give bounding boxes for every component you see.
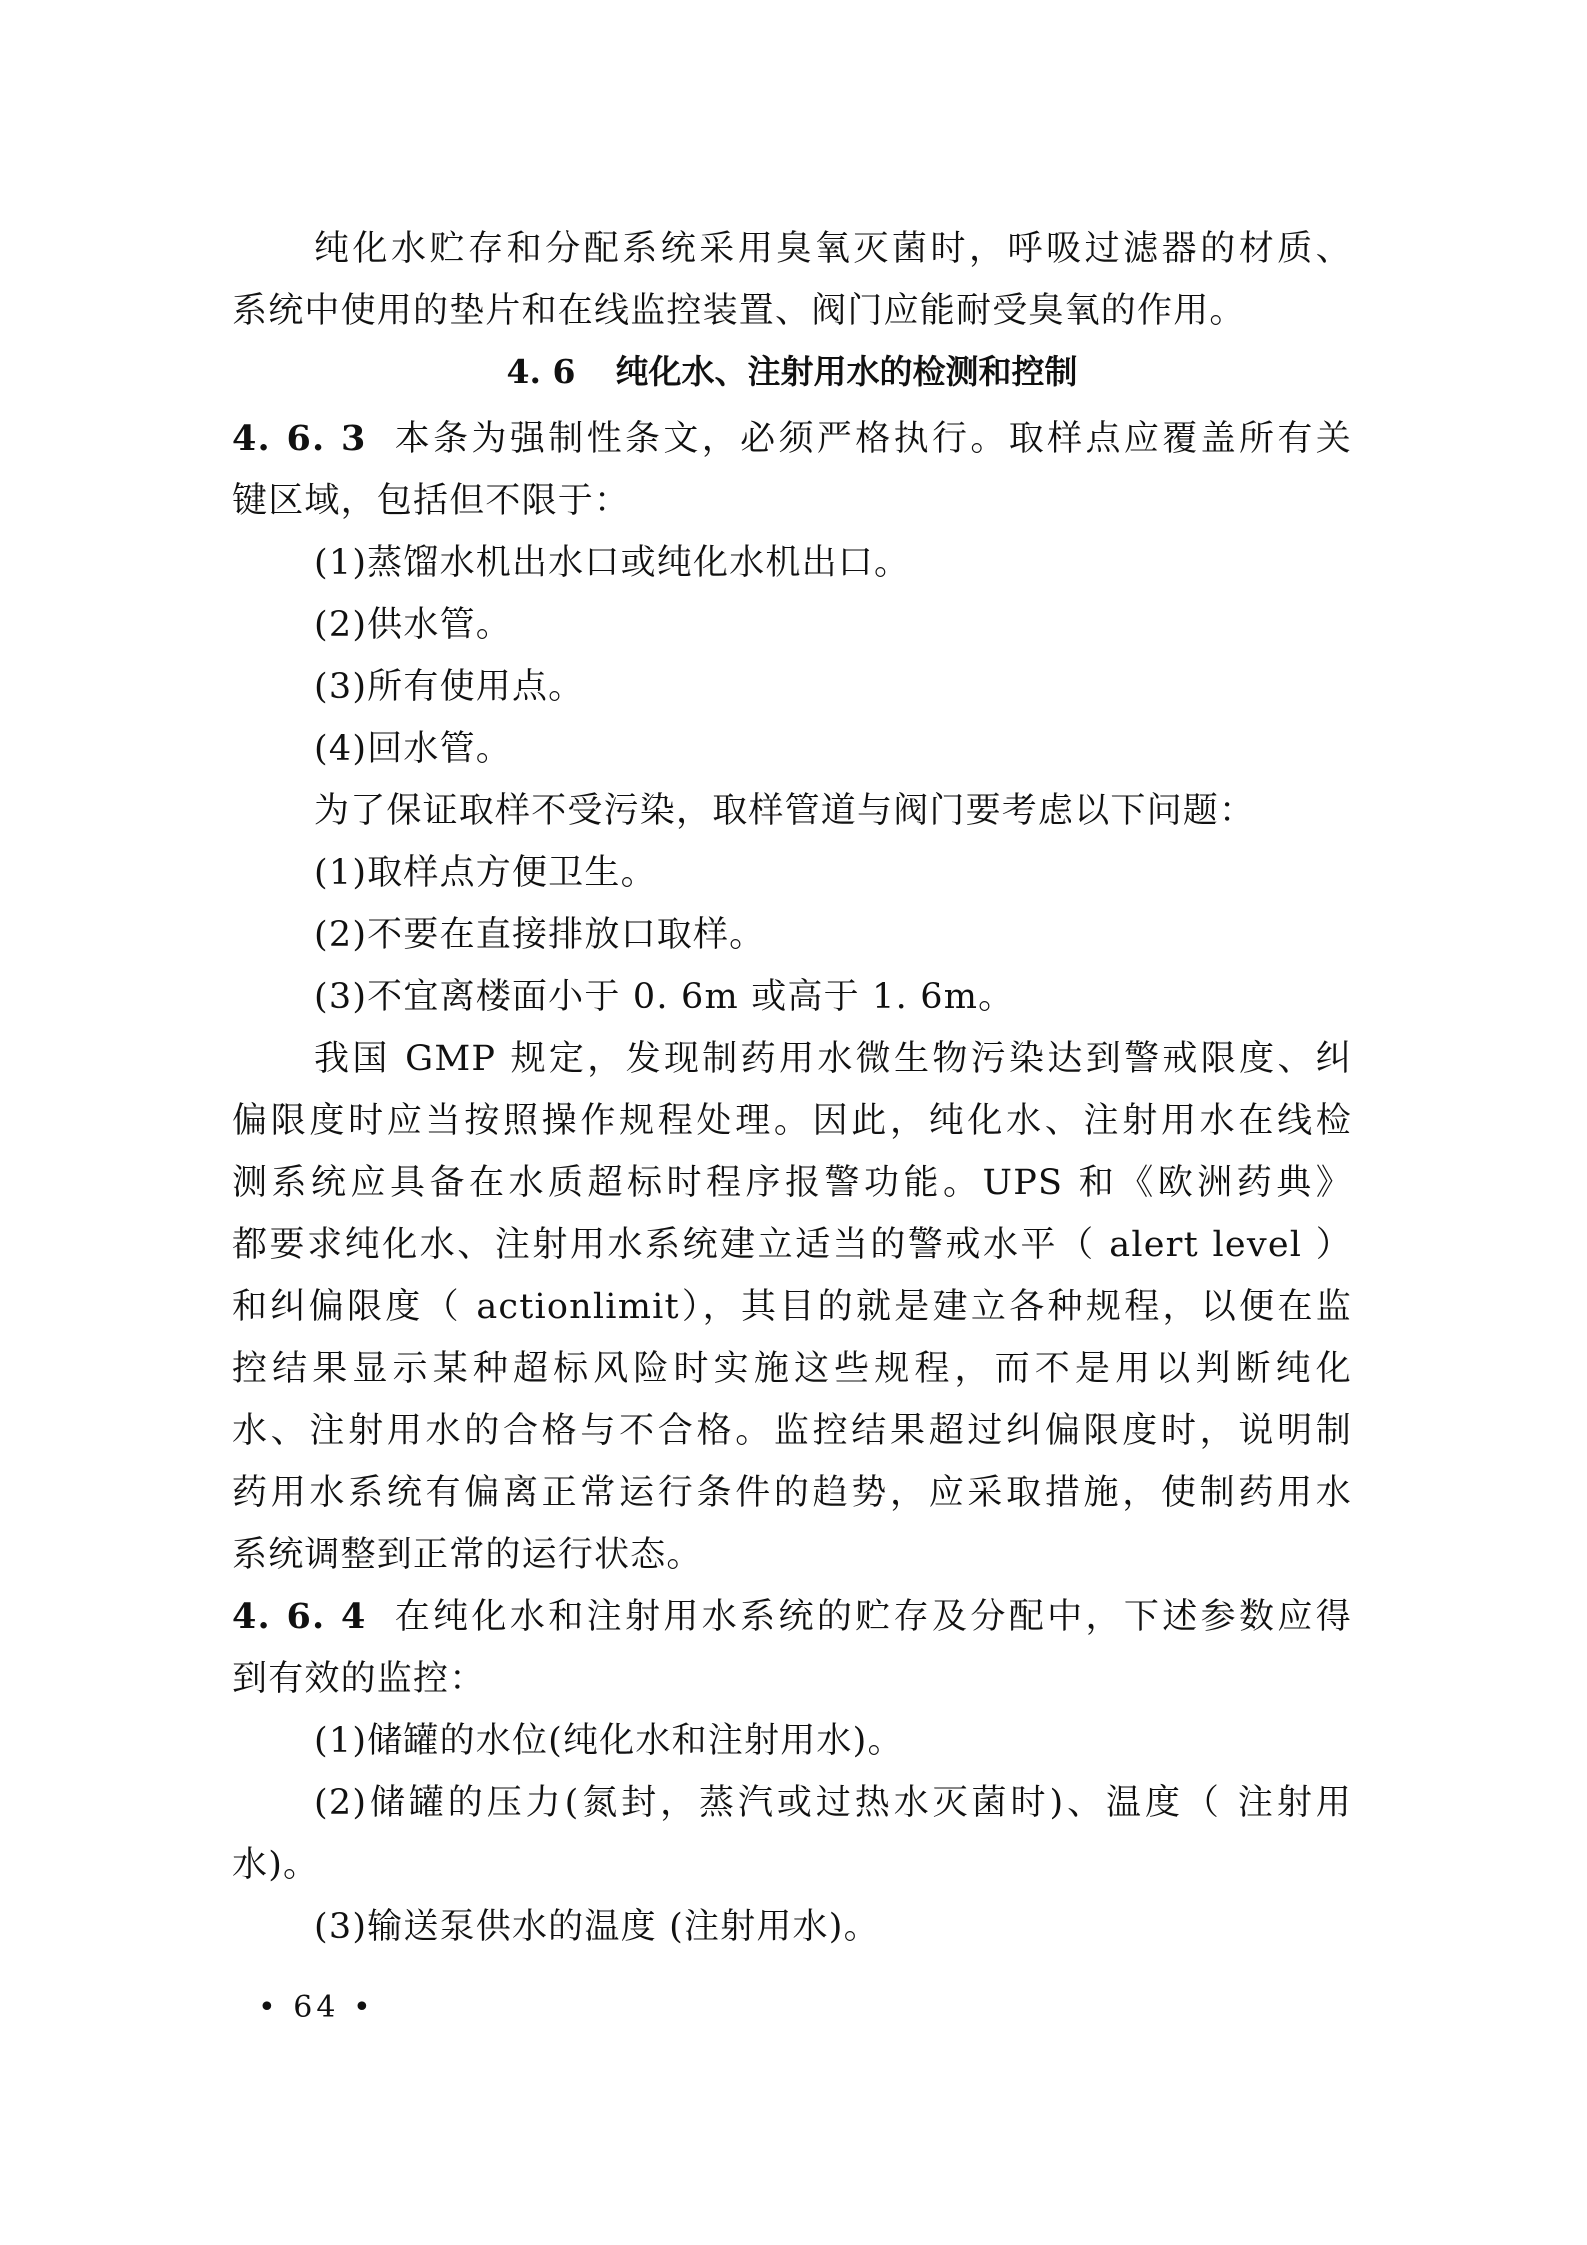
clause-463-number: 4. 6. 3 <box>232 418 367 459</box>
clause-463-second-line: 键区域，包括但不限于： <box>232 481 631 521</box>
sampling-rule-3: (3)不宜离楼面小于 0. 6m 或高于 1. 6m。 <box>314 977 1015 1017</box>
monitor-item-3: (3)输送泵供水的温度 (注射用水)。 <box>314 1907 880 1947</box>
monitor-item-2-line-1: (2)储罐的压力(氮封，蒸汽或过热水灭菌时)、温度（ 注射用 <box>314 1783 1352 1823</box>
gmp-paragraph-line-9: 系统调整到正常的运行状态。 <box>232 1535 703 1575</box>
gmp-paragraph-line-7: 水、注射用水的合格与不合格。监控结果超过纠偏限度时，说明制 <box>232 1411 1352 1451</box>
sampling-point-item-3: (3)所有使用点。 <box>314 667 585 707</box>
sampling-point-item-2: (2)供水管。 <box>314 605 512 645</box>
sampling-point-item-1: (1)蒸馏水机出水口或纯化水机出口。 <box>314 543 911 583</box>
monitor-item-1: (1)储罐的水位(纯化水和注射用水)。 <box>314 1721 904 1761</box>
section-heading <box>232 342 1352 402</box>
intro-line-1: 纯化水贮存和分配系统采用臭氧灭菌时，呼吸过滤器的材质、 <box>314 229 1352 269</box>
clause-464-number: 4. 6. 4 <box>232 1596 367 1637</box>
gmp-paragraph-line-4: 都要求纯化水、注射用水系统建立适当的警戒水平（ alert level ） <box>232 1225 1352 1265</box>
sampling-point-item-4: (4)回水管。 <box>314 729 512 769</box>
page-number: • 64 • <box>258 1990 375 2025</box>
clause-464-text: 在纯化水和注射用水系统的贮存及分配中，下述参数应得 <box>392 1597 1352 1637</box>
clause-463-text: 本条为强制性条文，必须严格执行。取样点应覆盖所有关 <box>392 419 1352 459</box>
sampling-rule-1: (1)取样点方便卫生。 <box>314 853 657 893</box>
clause-464-first-line <box>232 1586 1352 1648</box>
sampling-intro: 为了保证取样不受污染，取样管道与阀门要考虑以下问题： <box>314 791 1256 831</box>
intro-line-2: 系统中使用的垫片和在线监控装置、阀门应能耐受臭氧的作用。 <box>232 291 1246 331</box>
section-number: 4. 6 <box>506 352 576 391</box>
gmp-paragraph-line-8: 药用水系统有偏离正常运行条件的趋势，应采取措施，使制药用水 <box>232 1473 1352 1513</box>
gmp-paragraph-line-2: 偏限度时应当按照操作规程处理。因此，纯化水、注射用水在线检 <box>232 1101 1352 1141</box>
gmp-paragraph-line-5: 和纠偏限度（ actionlimit），其目的就是建立各种规程，以便在监 <box>232 1287 1352 1327</box>
clause-463-first-line <box>232 408 1352 470</box>
clause-464-second-line: 到有效的监控： <box>232 1659 486 1699</box>
gmp-paragraph-line-6: 控结果显示某种超标风险时实施这些规程，而不是用以判断纯化 <box>232 1349 1352 1389</box>
gmp-paragraph-line-3: 测系统应具备在水质超标时程序报警功能。UPS 和《欧洲药典》 <box>232 1163 1352 1203</box>
gmp-paragraph-line-1: 我国 GMP 规定，发现制药用水微生物污染达到警戒限度、纠 <box>314 1039 1352 1079</box>
page-body <box>232 218 1352 1958</box>
section-title: 纯化水、注射用水的检测和控制 <box>615 352 1078 391</box>
monitor-item-2-line-2: 水)。 <box>232 1845 320 1885</box>
sampling-rule-2: (2)不要在直接排放口取样。 <box>314 915 766 955</box>
